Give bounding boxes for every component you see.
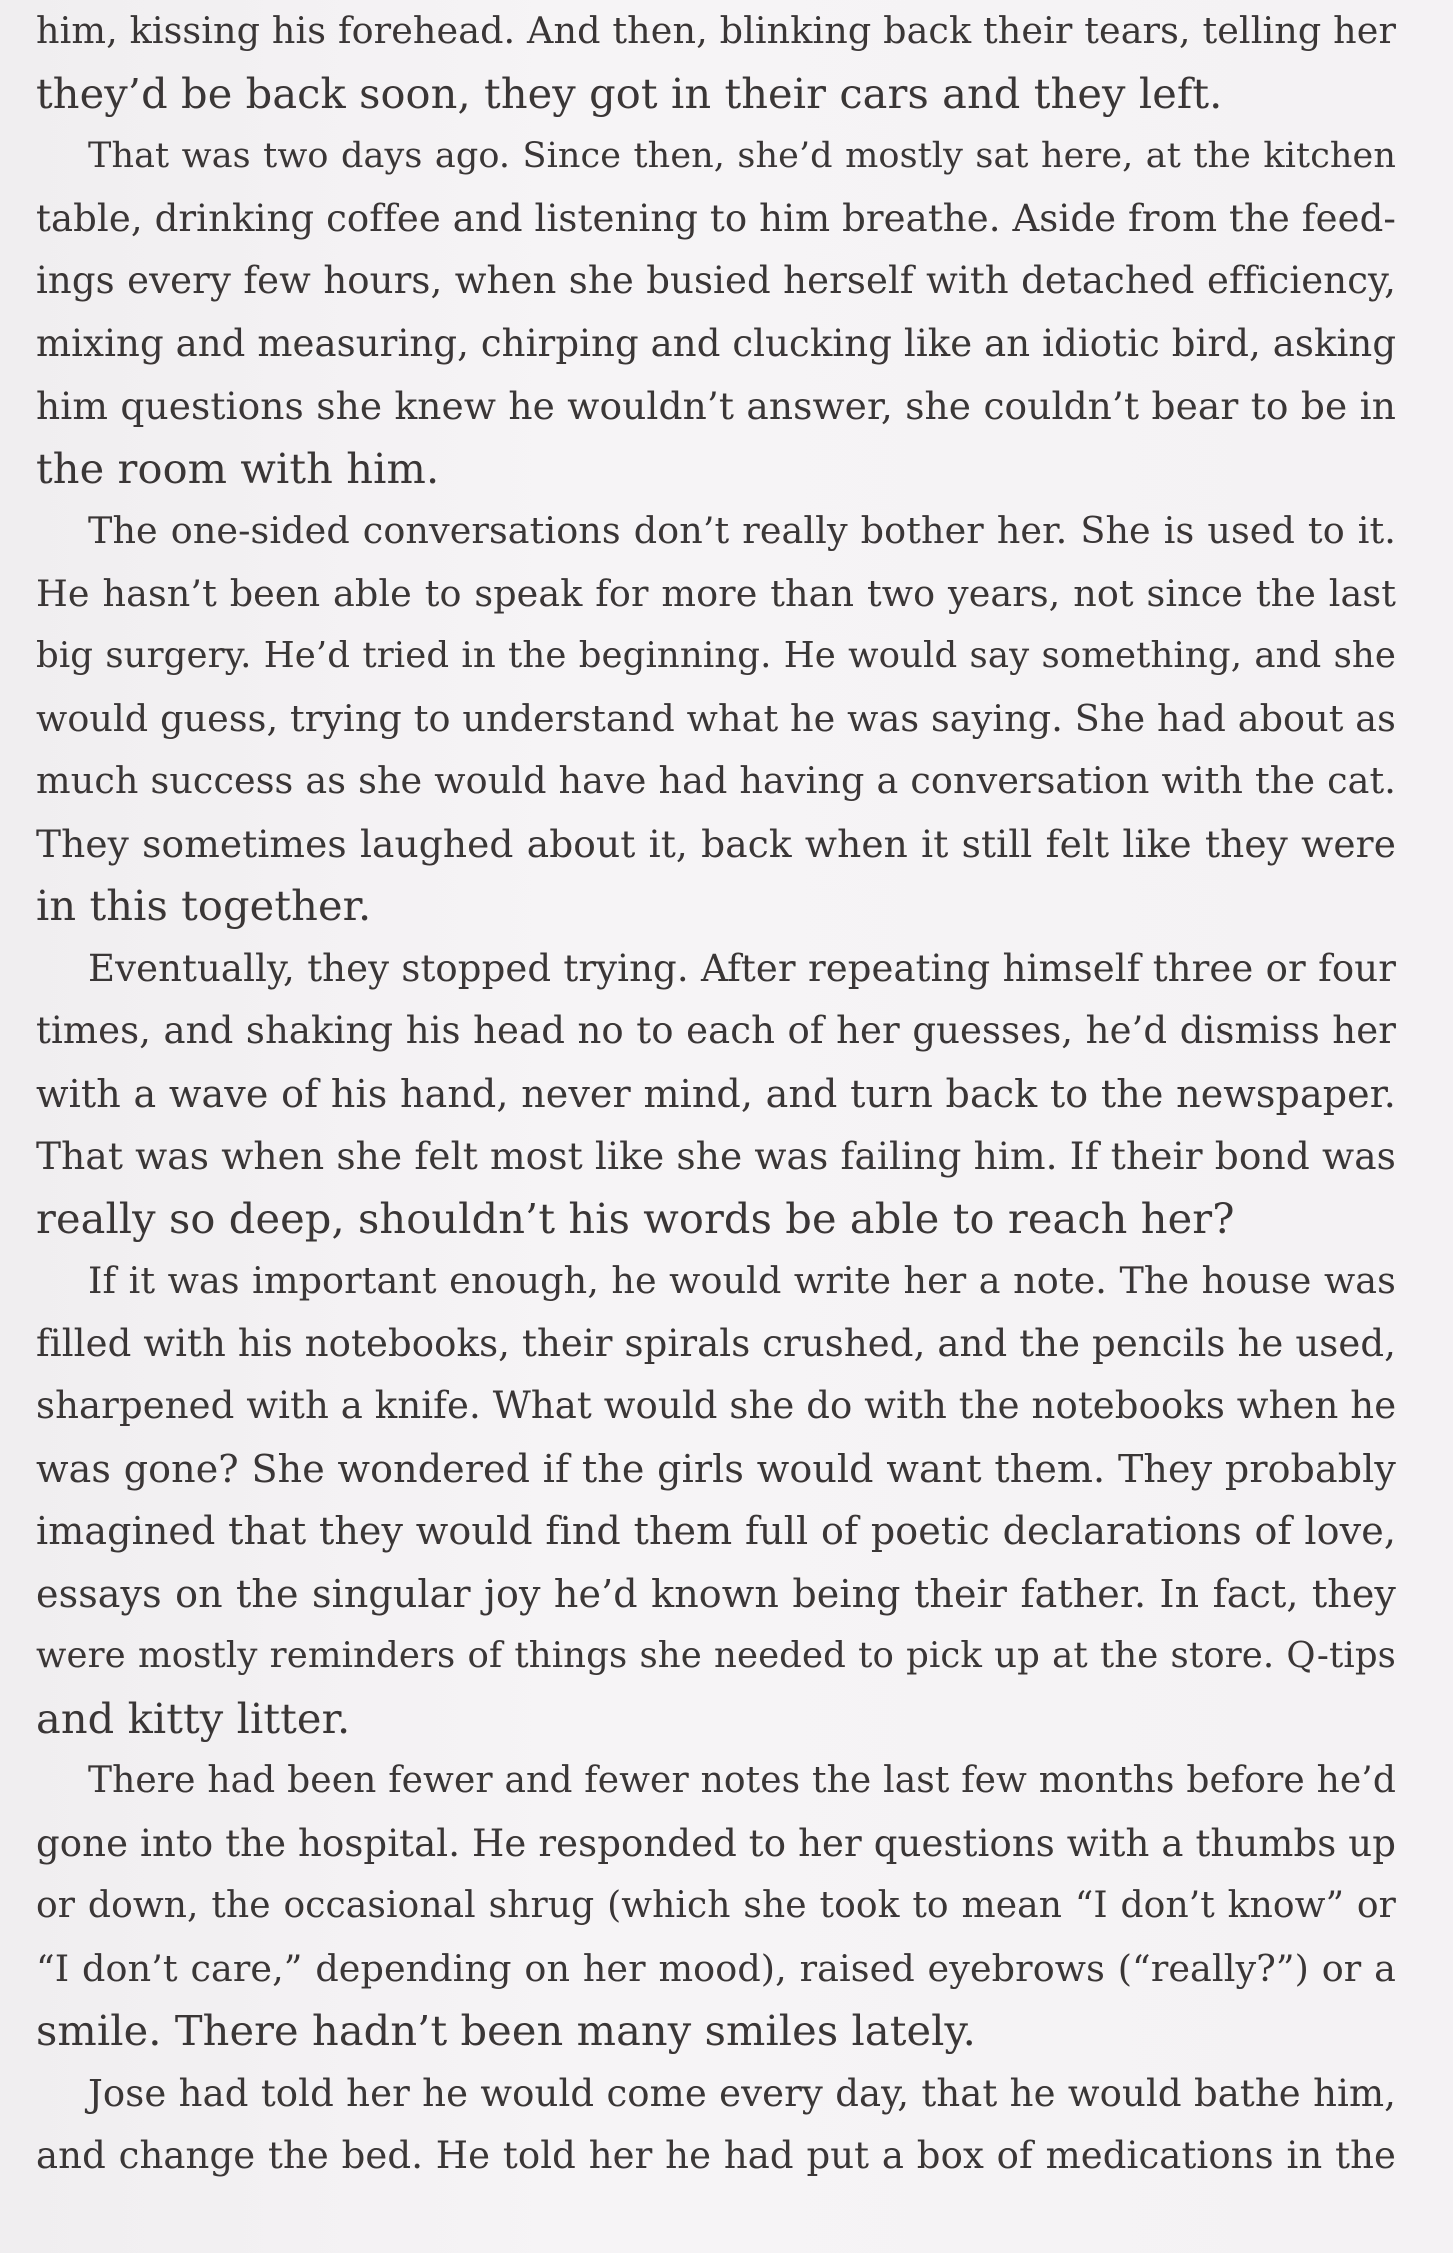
text-line: essays on the singular joy he’d known being their father. In fact, they [36,1571,1396,1616]
paragraph-first-line: The one-sided conversations don’t really bother her. She is used to it. [88,509,1396,552]
paragraph-first-line: Eventually, they stopped trying. After repeating himself three or four [88,946,1396,990]
text-line: they’d be back soon, they got in their cars and they left. [36,68,1223,118]
text-line: the room with him. [36,443,440,493]
text-line: and kitty litter. [36,1693,351,1743]
text-line: smile. There hadn’t been many smiles lately. [36,2006,976,2055]
text-line: table, drinking coffee and listening to him breathe. Aside from the feed- [36,196,1396,240]
text-line: him questions she knew he wouldn’t answer, she couldn’t bear to be in [36,384,1396,428]
text-line: big surgery. He’d tried in the beginning. He would say something, and she [36,635,1396,676]
text-line: They sometimes laughed about it, back when it still felt like they were [36,821,1396,866]
paragraph-first-line: There had been fewer and fewer notes the last few months before he’d [88,1760,1396,1801]
text-line: That was when she felt most like she was failing him. If their bond was [36,1134,1396,1178]
text-line: imagined that they would find them full of poetic declarations of love, [36,1509,1396,1553]
text-line: really so deep, shouldn’t his words be able to reach her? [36,1193,1235,1243]
text-line: gone into the hospital. He responded to her questions with a thumbs up [36,1821,1396,1865]
paragraph-first-line: Jose had told her he would come every day, that he would bathe him, [88,2071,1396,2115]
text-line: sharpened with a knife. What would she do with the notebooks when he [36,1384,1397,1427]
text-line: would guess, trying to understand what he was saying. She had about as [36,696,1396,740]
text-line: him, kissing his forehead. And then, blinking back their tears, telling her [36,9,1396,52]
text-line: or down, the occasional shrug (which she took to mean “I don’t know” or [36,1885,1396,1926]
paragraph-first-line: That was two days ago. Since then, she’d mostly sat here, at the kitchen [88,136,1396,176]
text-line: “I don’t care,” depending on her mood), raised eyebrows (“really?”) or a [36,1946,1396,1990]
text-line: in this together. [36,881,372,930]
text-line: times, and shaking his head no to each of her guesses, he’d dismiss her [36,1009,1396,1052]
paragraph-first-line: If it was important enough, he would write her a note. The house was [88,1259,1396,1302]
text-line: was gone? She wondered if the girls would want them. They probably [36,1446,1396,1491]
text-line: mixing and measuring, chirping and clucking like an idiotic bird, asking [36,321,1397,365]
page-text [36,0,1396,2188]
text-line: were mostly reminders of things she needed to pick up at the store. Q-tips [36,1635,1396,1676]
text-line: He hasn’t been able to speak for more than two years, not since the last [36,571,1396,615]
text-line: much success as she would have had having a conversation with the cat. [36,759,1396,802]
text-line: filled with his notebooks, their spirals crushed, and the pencils he used, [36,1321,1396,1365]
text-line: with a wave of his hand, never mind, and turn back to the newspaper. [36,1071,1396,1116]
text-line: and change the bed. He told her he had put a box of medications in the [36,2134,1396,2177]
text-line: ings every few hours, when she busied herself with detached efficiency, [36,259,1396,302]
